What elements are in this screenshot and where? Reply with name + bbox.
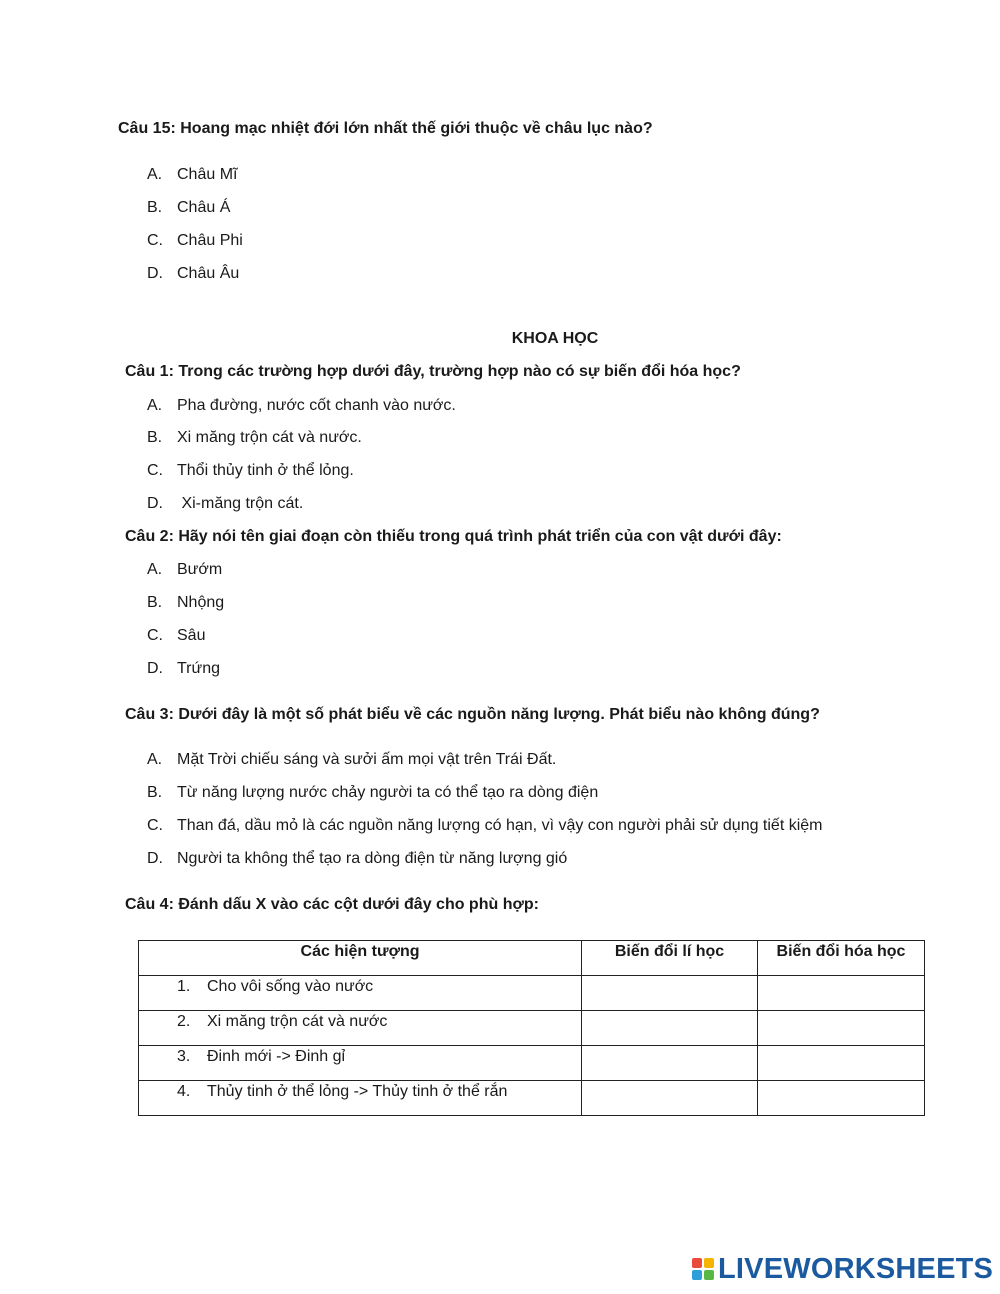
phenomenon-cell: 2. Xi măng trộn cát và nước <box>139 1011 582 1046</box>
logo-block <box>704 1258 714 1268</box>
option-kh2-c[interactable]: C. Sâu <box>147 627 206 644</box>
option-kh1-b[interactable]: B. Xi măng trộn cát và nước. <box>147 429 362 446</box>
physical-change-cell[interactable] <box>582 976 758 1011</box>
header-chemical-change: Biến đổi hóa học <box>758 941 925 976</box>
liveworksheets-logo <box>692 1251 993 1287</box>
option-kh2-d[interactable]: D. Trứng <box>147 660 221 677</box>
option-kh3-b[interactable]: B. Từ năng lượng nước chảy người ta có thể tạo ra dòng điện <box>147 784 599 801</box>
question-kh1: Câu 1: Trong các trường hợp dưới đây, trường hợp nào có sự biến đổi hóa học? <box>125 363 741 380</box>
section-title: KHOA HỌC <box>511 330 599 347</box>
chemical-change-cell[interactable] <box>758 1011 925 1046</box>
option-kh2-b[interactable]: B. Nhộng <box>147 594 225 611</box>
table-header-row <box>139 941 925 976</box>
logo-blocks-icon <box>692 1258 714 1280</box>
chemical-change-cell[interactable] <box>758 976 925 1011</box>
physical-change-cell[interactable] <box>582 1046 758 1081</box>
phenomenon-cell: 1. Cho vôi sống vào nước <box>139 976 582 1011</box>
option-kh3-a[interactable]: A. Mặt Trời chiếu sáng và sưởi ấm mọi vật trên Trái Đất. <box>147 751 557 768</box>
phenomenon-cell: 3. Đinh mới -> Đinh gỉ <box>139 1046 582 1081</box>
header-phenomena: Các hiện tượng <box>139 941 582 976</box>
logo-block <box>704 1270 714 1280</box>
table-row <box>139 976 925 1011</box>
option-kh1-a[interactable]: A. Pha đường, nước cốt chanh vào nước. <box>147 397 456 414</box>
header-physical-change: Biến đổi lí học <box>582 941 758 976</box>
logo-text: LIVEWORKSHEETS <box>718 1252 994 1285</box>
option-kh2-a[interactable]: A. Bướm <box>147 561 223 578</box>
question-15: Câu 15: Hoang mạc nhiệt đới lớn nhất thế giới thuộc về châu lục nào? <box>118 120 653 137</box>
logo-block <box>692 1270 702 1280</box>
option-15-a[interactable]: A. Châu Mĩ <box>147 166 238 183</box>
chemical-change-cell[interactable] <box>758 1046 925 1081</box>
option-15-b[interactable]: B. Châu Á <box>147 199 231 216</box>
physical-change-cell[interactable] <box>582 1081 758 1116</box>
physical-change-cell[interactable] <box>582 1011 758 1046</box>
table-row <box>139 1011 925 1046</box>
question-kh3: Câu 3: Dưới đây là một số phát biểu về các nguồn năng lượng. Phát biểu nào không đúng? <box>125 706 820 723</box>
question-kh4: Câu 4: Đánh dấu X vào các cột dưới đây cho phù hợp: <box>125 896 539 913</box>
table-row <box>139 1046 925 1081</box>
option-kh1-d[interactable]: D. Xi-măng trộn cát. <box>147 495 304 512</box>
phenomenon-cell: 4. Thủy tinh ở thể lỏng -> Thủy tinh ở thể rắn <box>139 1081 582 1116</box>
chemical-change-cell[interactable] <box>758 1081 925 1116</box>
logo-block <box>692 1258 702 1268</box>
option-kh1-c[interactable]: C. Thổi thủy tinh ở thể lỏng. <box>147 462 354 479</box>
option-15-c[interactable]: C. Châu Phi <box>147 232 243 249</box>
option-15-d[interactable]: D. Châu Âu <box>147 265 240 282</box>
phenomena-table <box>138 940 925 1116</box>
question-kh2: Câu 2: Hãy nói tên giai đoạn còn thiếu trong quá trình phát triển của con vật dưới đây: <box>125 528 782 545</box>
option-kh3-c[interactable]: C. Than đá, dầu mỏ là các nguồn năng lượng có hạn, vì vậy con người phải sử dụng tiết kiệm <box>147 817 823 834</box>
table-row <box>139 1081 925 1116</box>
option-kh3-d[interactable]: D. Người ta không thể tạo ra dòng điện từ năng lượng gió <box>147 850 568 867</box>
